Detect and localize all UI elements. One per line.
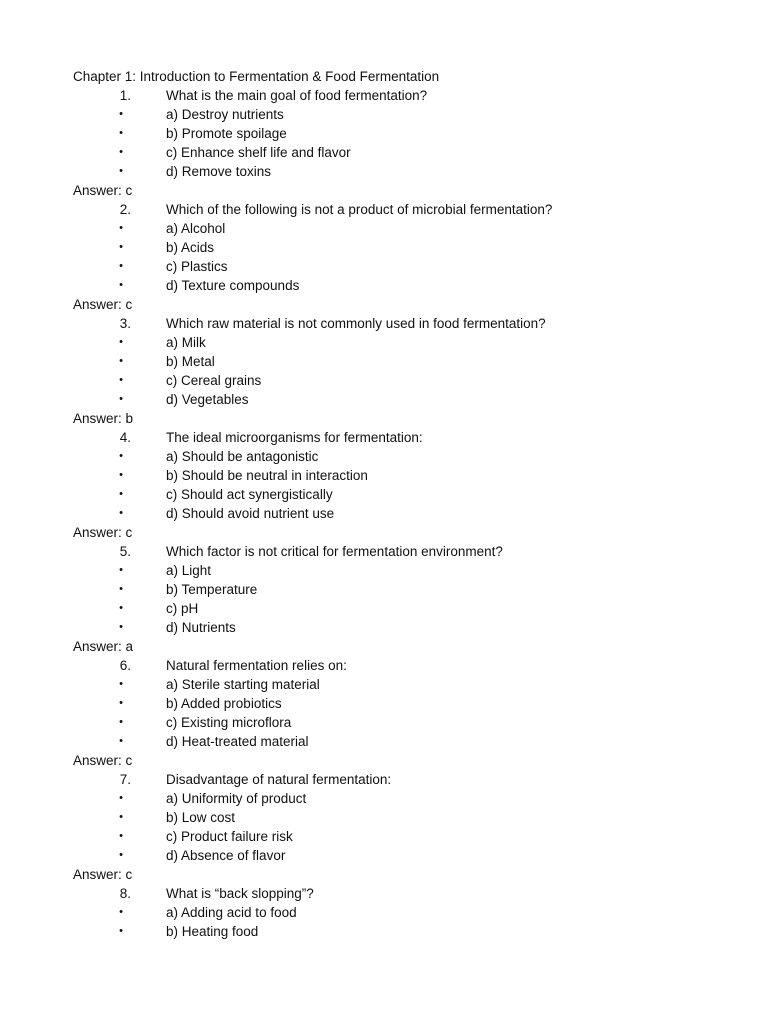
bullet-icon: • bbox=[119, 735, 123, 747]
question-6 bbox=[0, 656, 768, 675]
option-item bbox=[0, 447, 768, 466]
answer-line: Answer: c bbox=[73, 525, 133, 540]
bullet-icon: • bbox=[119, 792, 123, 804]
question-number: 2. bbox=[119, 202, 131, 217]
question-2 bbox=[0, 200, 768, 219]
question-7 bbox=[0, 770, 768, 789]
bullet-icon: • bbox=[119, 279, 123, 291]
option-text: a) Light bbox=[166, 563, 212, 578]
option-text: c) Product failure risk bbox=[166, 829, 293, 844]
option-item bbox=[0, 333, 768, 352]
option-text: b) Should be neutral in interaction bbox=[166, 468, 368, 483]
question-number: 3. bbox=[119, 316, 131, 331]
bullet-icon: • bbox=[119, 127, 123, 139]
bullet-icon: • bbox=[119, 393, 123, 405]
option-item bbox=[0, 162, 768, 181]
option-item bbox=[0, 561, 768, 580]
option-text: a) Adding acid to food bbox=[166, 905, 297, 920]
option-item bbox=[0, 352, 768, 371]
option-item bbox=[0, 808, 768, 827]
option-text: c) Cereal grains bbox=[166, 373, 262, 388]
option-text: a) Alcohol bbox=[166, 221, 226, 236]
option-text: b) Acids bbox=[166, 240, 215, 255]
bullet-icon: • bbox=[119, 697, 123, 709]
question-text: What is the main goal of food fermentation? bbox=[166, 88, 428, 103]
question-number: 4. bbox=[119, 430, 131, 445]
bullet-icon: • bbox=[119, 146, 123, 158]
bullet-icon: • bbox=[119, 621, 123, 633]
option-item bbox=[0, 713, 768, 732]
question-number: 6. bbox=[119, 658, 131, 673]
answer-line: Answer: c bbox=[73, 753, 133, 768]
option-text: d) Remove toxins bbox=[166, 164, 272, 179]
question-4 bbox=[0, 428, 768, 447]
option-item bbox=[0, 371, 768, 390]
question-text: What is “back slopping”? bbox=[166, 886, 314, 901]
option-text: b) Temperature bbox=[166, 582, 258, 597]
answer-line: Answer: b bbox=[73, 411, 134, 426]
bullet-icon: • bbox=[119, 241, 123, 253]
option-text: a) Destroy nutrients bbox=[166, 107, 284, 122]
bullet-icon: • bbox=[119, 260, 123, 272]
chapter-title: Chapter 1: Introduction to Fermentation & Food Fermentation bbox=[73, 69, 440, 84]
question-8 bbox=[0, 884, 768, 903]
bullet-icon: • bbox=[119, 336, 123, 348]
bullet-icon: • bbox=[119, 925, 123, 937]
question-text: Which factor is not critical for fermentation environment? bbox=[166, 544, 503, 559]
bullet-icon: • bbox=[119, 374, 123, 386]
option-item bbox=[0, 219, 768, 238]
option-text: c) Enhance shelf life and flavor bbox=[166, 145, 351, 160]
question-3 bbox=[0, 314, 768, 333]
bullet-icon: • bbox=[119, 108, 123, 120]
bullet-icon: • bbox=[119, 564, 123, 576]
bullet-icon: • bbox=[119, 355, 123, 367]
bullet-icon: • bbox=[119, 507, 123, 519]
option-text: c) Existing microflora bbox=[166, 715, 292, 730]
option-text: d) Texture compounds bbox=[166, 278, 300, 293]
option-text: b) Low cost bbox=[166, 810, 236, 825]
option-item bbox=[0, 390, 768, 409]
option-text: d) Vegetables bbox=[166, 392, 249, 407]
option-text: a) Milk bbox=[166, 335, 206, 350]
option-item bbox=[0, 922, 768, 941]
option-item bbox=[0, 694, 768, 713]
bullet-icon: • bbox=[119, 811, 123, 823]
option-text: a) Uniformity of product bbox=[166, 791, 307, 806]
answer-line: Answer: a bbox=[73, 639, 134, 654]
question-list bbox=[0, 86, 768, 941]
option-text: d) Should avoid nutrient use bbox=[166, 506, 335, 521]
bullet-icon: • bbox=[119, 469, 123, 481]
option-text: a) Sterile starting material bbox=[166, 677, 320, 692]
option-text: b) Added probiotics bbox=[166, 696, 282, 711]
option-item bbox=[0, 257, 768, 276]
bullet-icon: • bbox=[119, 678, 123, 690]
option-item bbox=[0, 618, 768, 637]
answer-line: Answer: c bbox=[73, 183, 133, 198]
question-text: Which of the following is not a product of microbial fermentation? bbox=[166, 202, 553, 217]
option-text: d) Absence of flavor bbox=[166, 848, 286, 863]
option-item bbox=[0, 846, 768, 865]
answer-line: Answer: c bbox=[73, 297, 133, 312]
bullet-icon: • bbox=[119, 222, 123, 234]
option-item bbox=[0, 485, 768, 504]
question-text: Disadvantage of natural fermentation: bbox=[166, 772, 392, 787]
bullet-icon: • bbox=[119, 906, 123, 918]
question-text: Natural fermentation relies on: bbox=[166, 658, 347, 673]
answer-line: Answer: c bbox=[73, 867, 133, 882]
option-item bbox=[0, 599, 768, 618]
option-text: b) Heating food bbox=[166, 924, 259, 939]
bullet-icon: • bbox=[119, 488, 123, 500]
option-item bbox=[0, 466, 768, 485]
bullet-icon: • bbox=[119, 602, 123, 614]
question-number: 8. bbox=[119, 886, 131, 901]
option-item bbox=[0, 124, 768, 143]
question-number: 7. bbox=[119, 772, 131, 787]
option-item bbox=[0, 276, 768, 295]
option-text: c) Plastics bbox=[166, 259, 228, 274]
bullet-icon: • bbox=[119, 849, 123, 861]
bullet-icon: • bbox=[119, 583, 123, 595]
option-text: d) Heat-treated material bbox=[166, 734, 309, 749]
option-item bbox=[0, 105, 768, 124]
bullet-icon: • bbox=[119, 165, 123, 177]
bullet-icon: • bbox=[119, 830, 123, 842]
option-item bbox=[0, 504, 768, 523]
option-item bbox=[0, 238, 768, 257]
option-text: a) Should be antagonistic bbox=[166, 449, 319, 464]
option-item bbox=[0, 580, 768, 599]
option-text: b) Metal bbox=[166, 354, 215, 369]
question-number: 1. bbox=[119, 88, 131, 103]
option-text: c) pH bbox=[166, 601, 199, 616]
option-text: d) Nutrients bbox=[166, 620, 236, 635]
option-text: c) Should act synergistically bbox=[166, 487, 333, 502]
option-text: b) Promote spoilage bbox=[166, 126, 287, 141]
option-item bbox=[0, 789, 768, 808]
bullet-icon: • bbox=[119, 450, 123, 462]
question-5 bbox=[0, 542, 768, 561]
option-item bbox=[0, 732, 768, 751]
question-text: The ideal microorganisms for fermentation: bbox=[166, 430, 423, 445]
question-1 bbox=[0, 86, 768, 105]
option-item bbox=[0, 143, 768, 162]
option-item bbox=[0, 827, 768, 846]
question-number: 5. bbox=[119, 544, 131, 559]
option-item bbox=[0, 903, 768, 922]
bullet-icon: • bbox=[119, 716, 123, 728]
option-item bbox=[0, 675, 768, 694]
question-text: Which raw material is not commonly used in food fermentation? bbox=[166, 316, 546, 331]
